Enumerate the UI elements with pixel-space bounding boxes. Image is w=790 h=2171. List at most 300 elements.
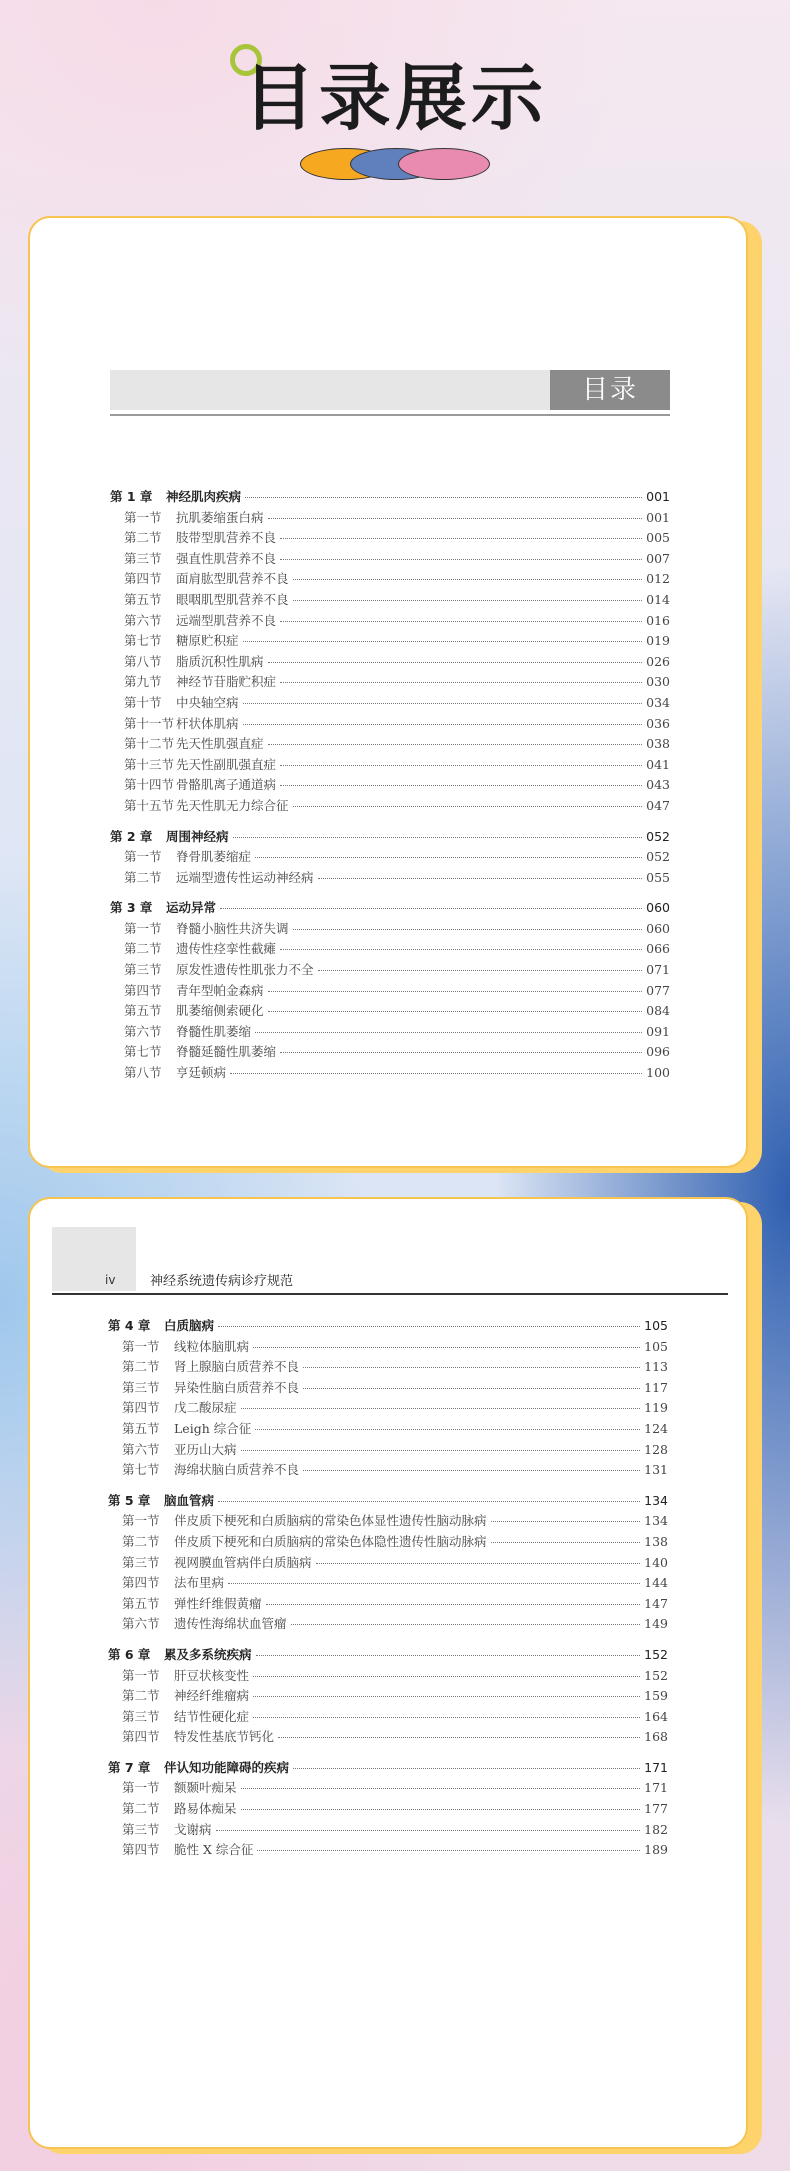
toc-section-row[interactable] — [110, 549, 670, 570]
leader-dots — [230, 1073, 642, 1074]
section-number: 第三节 — [124, 550, 162, 566]
section-title: 强直性肌营养不良 — [176, 550, 277, 566]
section-number: 第二节 — [122, 1688, 160, 1704]
toc-chapter-row[interactable] — [108, 1316, 668, 1337]
toc-section-row[interactable] — [110, 939, 670, 960]
header-rule — [52, 1293, 728, 1295]
toc-section-row[interactable] — [108, 1337, 668, 1358]
leader-dots — [253, 1676, 640, 1677]
section-number: 第九节 — [124, 674, 162, 690]
section-title: 原发性遗传性肌张力不全 — [176, 962, 314, 978]
leader-dots — [220, 908, 642, 909]
toc-entry-label — [110, 549, 276, 567]
section-title: 亨廷顿病 — [176, 1065, 227, 1081]
toc-entry-label — [108, 1491, 214, 1509]
toc-entry-label — [108, 1799, 237, 1817]
leader-dots — [280, 559, 642, 560]
section-title: 面肩肱型肌营养不良 — [176, 571, 289, 587]
section-number: 第二节 — [124, 530, 162, 546]
section-number: 第五节 — [124, 591, 162, 607]
toc-entry-label — [108, 1532, 487, 1550]
section-number: 第六节 — [122, 1616, 160, 1632]
toc-entry-label — [108, 1460, 299, 1478]
toc-section-row[interactable] — [108, 1614, 668, 1635]
section-number: 第一节 — [124, 509, 162, 525]
toc-section-row[interactable] — [110, 775, 670, 796]
toc-section-row[interactable] — [110, 528, 670, 549]
page-ref: 171 — [644, 1780, 668, 1796]
leader-dots — [241, 1408, 641, 1409]
chapter-number: 第 7 章 — [108, 1759, 151, 1775]
section-number: 第十五节 — [124, 797, 175, 813]
pink-oval — [398, 148, 490, 180]
leader-dots — [241, 1788, 641, 1789]
toc-entry-label — [110, 652, 264, 670]
chapter-title: 周围神经病 — [166, 828, 229, 844]
leader-dots — [243, 703, 643, 704]
section-number: 第十三节 — [124, 756, 175, 772]
toc-entry-label — [110, 847, 251, 865]
toc-section-row[interactable] — [110, 508, 670, 529]
page-ref: 164 — [644, 1708, 668, 1724]
leader-dots — [245, 497, 642, 498]
section-number: 第四节 — [122, 1842, 160, 1858]
section-number: 第三节 — [124, 962, 162, 978]
section-title: 弹性纤维假黄瘤 — [174, 1595, 262, 1611]
page-ref: 131 — [644, 1462, 668, 1478]
toc-chapter — [110, 487, 670, 817]
section-number: 第七节 — [122, 1462, 160, 1478]
section-number: 第六节 — [124, 1023, 162, 1039]
section-number: 第一节 — [122, 1667, 160, 1683]
leader-dots — [303, 1470, 640, 1471]
toc-chapter-row[interactable] — [108, 1758, 668, 1779]
toc-entry-label — [108, 1614, 287, 1632]
toc-section-row[interactable] — [110, 796, 670, 817]
page-ref: 001 — [646, 509, 670, 525]
toc-entry-label — [110, 827, 229, 845]
toc-entry-label — [108, 1686, 249, 1704]
chapter-title: 脑血管病 — [164, 1492, 215, 1508]
toc-chapter — [110, 898, 670, 1083]
leader-dots — [243, 724, 643, 725]
chapter-title: 神经肌肉疾病 — [166, 489, 242, 504]
leader-dots — [218, 1501, 640, 1502]
section-title: 脂质沉积性肌病 — [176, 653, 264, 669]
section-title: 额颞叶痴呆 — [174, 1780, 237, 1796]
toc-section-row[interactable] — [108, 1778, 668, 1799]
section-number: 第一节 — [122, 1513, 160, 1529]
toc-section-row[interactable] — [110, 868, 670, 889]
toc-section-row[interactable] — [110, 1042, 670, 1063]
toc-entry-label — [110, 631, 239, 649]
section-title: 脊骨肌萎缩症 — [176, 849, 252, 865]
page-ref: 177 — [644, 1801, 668, 1817]
section-number: 第四节 — [124, 571, 162, 587]
toc-entry-label — [108, 1337, 249, 1355]
toc-entry-label — [108, 1645, 252, 1663]
section-title: 中央轴空病 — [176, 694, 239, 710]
toc-entry-label — [110, 672, 276, 690]
leader-dots — [228, 1583, 640, 1584]
section-title: 肌萎缩侧索硬化 — [176, 1003, 264, 1019]
toc-section-row[interactable] — [110, 847, 670, 868]
section-number: 第二节 — [122, 1801, 160, 1817]
page-ref: 134 — [644, 1513, 668, 1529]
leader-dots — [268, 518, 643, 519]
toc-entry-label — [108, 1398, 237, 1416]
section-title: 亚历山大病 — [174, 1441, 237, 1457]
section-number: 第二节 — [122, 1359, 160, 1375]
toc-section-row[interactable] — [110, 631, 670, 652]
toc-section-row[interactable] — [108, 1440, 668, 1461]
toc-section-row[interactable] — [108, 1378, 668, 1399]
page-ref: 019 — [646, 633, 670, 649]
toc-entry-label — [108, 1419, 251, 1437]
toc-section-row[interactable] — [110, 590, 670, 611]
section-title: 肢带型肌营养不良 — [176, 530, 277, 546]
section-number: 第四节 — [122, 1575, 160, 1591]
leader-dots — [280, 765, 642, 766]
page-ref: 189 — [644, 1842, 668, 1858]
section-title: 脊髓小脑性共济失调 — [176, 920, 289, 936]
toc-entry-label — [110, 569, 289, 587]
section-number: 第四节 — [124, 982, 162, 998]
toc-section-row[interactable] — [108, 1820, 668, 1841]
toc-entry-label — [108, 1820, 212, 1838]
toc-section-row[interactable] — [110, 652, 670, 673]
section-title: 视网膜血管病伴白质脑病 — [174, 1554, 312, 1570]
page-title: 目录展示 — [242, 56, 547, 140]
toc-chapter — [108, 1758, 668, 1861]
leader-dots — [233, 837, 643, 838]
section-title: 异染性脑白质营养不良 — [174, 1379, 300, 1395]
toc-page-1 — [28, 216, 748, 1168]
page-ref: 096 — [646, 1044, 670, 1060]
section-number: 第四节 — [122, 1729, 160, 1745]
page-ref: 066 — [646, 941, 670, 957]
toc-chapter-row[interactable] — [110, 487, 670, 508]
section-number: 第一节 — [124, 849, 162, 865]
toc-entry-label — [110, 775, 276, 793]
toc-section-row[interactable] — [108, 1666, 668, 1687]
toc-section-row[interactable] — [110, 693, 670, 714]
section-number: 第三节 — [122, 1554, 160, 1570]
toc-section-row[interactable] — [108, 1511, 668, 1532]
section-title: 戊二酸尿症 — [174, 1400, 237, 1416]
section-number: 第三节 — [122, 1821, 160, 1837]
section-number: 第一节 — [122, 1780, 160, 1796]
section-title: 抗肌萎缩蛋白病 — [176, 509, 264, 525]
section-number: 第三节 — [122, 1708, 160, 1724]
section-title: 线粒体脑肌病 — [174, 1338, 250, 1354]
heading-bar — [110, 370, 670, 410]
section-number: 第八节 — [124, 653, 162, 669]
leader-dots — [255, 1429, 640, 1430]
toc-section-row[interactable] — [110, 919, 670, 940]
leader-dots — [268, 662, 643, 663]
toc-entry-label — [110, 734, 264, 752]
page-ref: 060 — [646, 920, 670, 936]
chapter-number: 第 6 章 — [108, 1646, 151, 1662]
section-title: 结节性硬化症 — [174, 1708, 250, 1724]
toc-entry-label — [110, 693, 239, 711]
page-ref: 119 — [644, 1400, 668, 1416]
toc-entry-label — [108, 1758, 289, 1776]
page-ref: 105 — [644, 1338, 668, 1354]
toc-entry-label — [108, 1778, 237, 1796]
oval-decoration — [296, 148, 496, 182]
toc-entry-label — [110, 981, 264, 999]
section-title: 眼咽肌型肌营养不良 — [176, 591, 289, 607]
toc-section-row[interactable] — [108, 1686, 668, 1707]
section-title: 遗传性海绵状血管瘤 — [174, 1616, 287, 1632]
toc-entry-label — [108, 1378, 299, 1396]
page-ref: 026 — [646, 653, 670, 669]
page-ref: 036 — [646, 715, 670, 731]
leader-dots — [278, 1737, 640, 1738]
leader-dots — [318, 878, 643, 879]
leader-dots — [293, 806, 643, 807]
toc-section-row[interactable] — [110, 569, 670, 590]
section-title: 远端型遗传性运动神经病 — [176, 869, 314, 885]
toc-section-row[interactable] — [108, 1553, 668, 1574]
chapter-title: 运动异常 — [166, 900, 217, 916]
toc-entry-label — [110, 714, 239, 732]
toc-section-row[interactable] — [108, 1727, 668, 1748]
toc-entry-label — [110, 1022, 251, 1040]
page-ref: 152 — [644, 1646, 668, 1662]
page-ref: 144 — [644, 1575, 668, 1591]
page-ref: 124 — [644, 1420, 668, 1436]
section-number: 第三节 — [122, 1379, 160, 1395]
section-title: 伴皮质下梗死和白质脑病的常染色体隐性遗传性脑动脉病 — [174, 1533, 487, 1549]
section-title: 遗传性痉挛性截瘫 — [176, 941, 277, 957]
toc-section-row[interactable] — [108, 1419, 668, 1440]
leader-dots — [318, 970, 643, 971]
leader-dots — [293, 600, 643, 601]
toc-section-row[interactable] — [108, 1532, 668, 1553]
toc-entry-label — [108, 1594, 262, 1612]
page-ref: 149 — [644, 1616, 668, 1632]
leader-dots — [303, 1367, 640, 1368]
leader-dots — [293, 579, 643, 580]
page-ref: 014 — [646, 591, 670, 607]
toc-chapter-row[interactable] — [108, 1645, 668, 1666]
chapter-title: 伴认知功能障碍的疾病 — [164, 1759, 290, 1775]
section-title: 远端型肌营养不良 — [176, 612, 277, 628]
section-number: 第二节 — [124, 869, 162, 885]
toc-entry-label — [110, 611, 276, 629]
section-title: 肾上腺脑白质营养不良 — [174, 1359, 300, 1375]
leader-dots — [268, 991, 643, 992]
leader-dots — [280, 538, 642, 539]
page-ref: 034 — [646, 694, 670, 710]
toc-entry-label — [110, 898, 216, 916]
leader-dots — [293, 1768, 640, 1769]
toc-entry-label — [108, 1840, 253, 1858]
chapter-number: 第 1 章 — [110, 489, 153, 504]
toc-section-row[interactable] — [108, 1398, 668, 1419]
toc-section-row[interactable] — [108, 1460, 668, 1481]
page-ref: 077 — [646, 982, 670, 998]
page-ref: 113 — [644, 1359, 668, 1375]
page-ref: 041 — [646, 756, 670, 772]
section-number: 第二节 — [124, 941, 162, 957]
toc-entry-label — [110, 508, 264, 526]
leader-dots — [241, 1809, 641, 1810]
toc-chapter — [108, 1645, 668, 1748]
leader-dots — [280, 621, 642, 622]
page-ref: 084 — [646, 1003, 670, 1019]
page-ref: 052 — [646, 849, 670, 865]
section-number: 第六节 — [122, 1441, 160, 1457]
page-ref: 005 — [646, 530, 670, 546]
toc-entry-label — [108, 1707, 249, 1725]
leader-dots — [316, 1563, 641, 1564]
toc-section-row[interactable] — [108, 1707, 668, 1728]
toc-section-row[interactable] — [110, 734, 670, 755]
section-title: 路易体痴呆 — [174, 1801, 237, 1817]
leader-dots — [257, 1850, 640, 1851]
page-number-box — [52, 1227, 136, 1291]
toc-section-row[interactable] — [110, 1001, 670, 1022]
section-number: 第十二节 — [124, 736, 175, 752]
page-ref: 147 — [644, 1595, 668, 1611]
toc-section-row[interactable] — [110, 611, 670, 632]
page-ref: 159 — [644, 1688, 668, 1704]
page-header — [0, 30, 790, 140]
toc-list — [110, 487, 670, 1084]
page-ref: 012 — [646, 571, 670, 587]
toc-section-row[interactable] — [110, 960, 670, 981]
leader-dots — [253, 1347, 640, 1348]
section-title: 神经节苷脂贮积症 — [176, 674, 277, 690]
section-number: 第五节 — [124, 1003, 162, 1019]
running-title: 神经系统遗传病诊疗规范 — [150, 1274, 294, 1289]
page-ref: 105 — [644, 1318, 668, 1333]
section-title: 先天性肌强直症 — [176, 736, 264, 752]
leader-dots — [241, 1450, 641, 1451]
page-ref: 007 — [646, 550, 670, 566]
toc-entry-label — [110, 919, 289, 937]
page-ref: 001 — [646, 489, 670, 504]
page-ref: 117 — [644, 1379, 668, 1395]
toc-entry-label — [110, 1001, 264, 1019]
toc-chapter — [110, 827, 670, 889]
toc-page-2 — [28, 1197, 748, 2149]
toc-section-row[interactable] — [110, 714, 670, 735]
page-ref: 030 — [646, 674, 670, 690]
toc-entry-label — [108, 1440, 237, 1458]
page-ref: 182 — [644, 1821, 668, 1837]
page-ref: 134 — [644, 1492, 668, 1508]
leader-dots — [280, 785, 642, 786]
leader-dots — [291, 1624, 641, 1625]
toc-section-row[interactable] — [108, 1799, 668, 1820]
toc-chapter-row[interactable] — [110, 827, 670, 848]
toc-entry-label — [108, 1553, 312, 1571]
section-title: 骨骼肌离子通道病 — [176, 777, 277, 793]
leader-dots — [243, 641, 643, 642]
toc-entry-label — [110, 960, 314, 978]
toc-heading: 目录 — [550, 370, 670, 410]
chapter-number: 第 5 章 — [108, 1492, 151, 1508]
toc-entry-label — [108, 1727, 274, 1745]
section-title: 脆性 X 综合征 — [174, 1842, 254, 1858]
page-ref: 168 — [644, 1729, 668, 1745]
section-title: 海绵状脑白质营养不良 — [174, 1462, 300, 1478]
toc-entry-label — [108, 1666, 249, 1684]
toc-entry-label — [108, 1316, 214, 1334]
page-ref: 016 — [646, 612, 670, 628]
leader-dots — [253, 1717, 640, 1718]
toc-chapter-row[interactable] — [108, 1491, 668, 1512]
page-ref: 047 — [646, 797, 670, 813]
toc-section-row[interactable] — [108, 1357, 668, 1378]
section-title: 糖原贮积症 — [176, 633, 239, 649]
section-number: 第五节 — [122, 1595, 160, 1611]
chapter-title: 白质脑病 — [164, 1318, 215, 1333]
page-ref: 043 — [646, 777, 670, 793]
toc-section-row[interactable] — [110, 1063, 670, 1084]
toc-section-row[interactable] — [110, 1022, 670, 1043]
section-title: 肝豆状核变性 — [174, 1667, 250, 1683]
section-number: 第七节 — [124, 633, 162, 649]
leader-dots — [303, 1388, 640, 1389]
page-ref: 138 — [644, 1533, 668, 1549]
section-title: 法布里病 — [174, 1575, 225, 1591]
section-title: 先天性副肌强直症 — [176, 756, 277, 772]
leader-dots — [268, 744, 643, 745]
leader-dots — [255, 1032, 642, 1033]
section-title: 脊髓性肌萎缩 — [176, 1023, 252, 1039]
toc-section-row[interactable] — [110, 981, 670, 1002]
section-number: 第一节 — [122, 1338, 160, 1354]
toc-section-row[interactable] — [110, 672, 670, 693]
page-ref: 052 — [646, 828, 670, 844]
page-ref: 152 — [644, 1667, 668, 1683]
section-number: 第四节 — [122, 1400, 160, 1416]
leader-dots — [293, 929, 643, 930]
section-title: 伴皮质下梗死和白质脑病的常染色体显性遗传性脑动脉病 — [174, 1513, 487, 1529]
toc-entry-label — [110, 528, 276, 546]
section-number: 第十节 — [124, 694, 162, 710]
section-title: 神经纤维瘤病 — [174, 1688, 250, 1704]
section-number: 第二节 — [122, 1533, 160, 1549]
toc-entry-label — [108, 1357, 299, 1375]
leader-dots — [491, 1542, 641, 1543]
leader-dots — [280, 1052, 642, 1053]
toc-section-row[interactable] — [110, 755, 670, 776]
page-ref: 071 — [646, 962, 670, 978]
toc-section-row[interactable] — [108, 1594, 668, 1615]
toc-section-row[interactable] — [108, 1840, 668, 1861]
toc-chapter-row[interactable] — [110, 898, 670, 919]
toc-section-row[interactable] — [108, 1573, 668, 1594]
toc-entry-label — [110, 1063, 226, 1081]
toc-entry-label — [110, 1042, 276, 1060]
page-ref: 091 — [646, 1023, 670, 1039]
section-title: Leigh 综合征 — [174, 1420, 252, 1436]
leader-dots — [216, 1830, 641, 1831]
section-title: 戈谢病 — [174, 1821, 212, 1837]
section-title: 青年型帕金森病 — [176, 982, 264, 998]
leader-dots — [256, 1655, 641, 1656]
leader-dots — [255, 857, 642, 858]
page-ref: 038 — [646, 736, 670, 752]
toc-entry-label — [110, 939, 276, 957]
